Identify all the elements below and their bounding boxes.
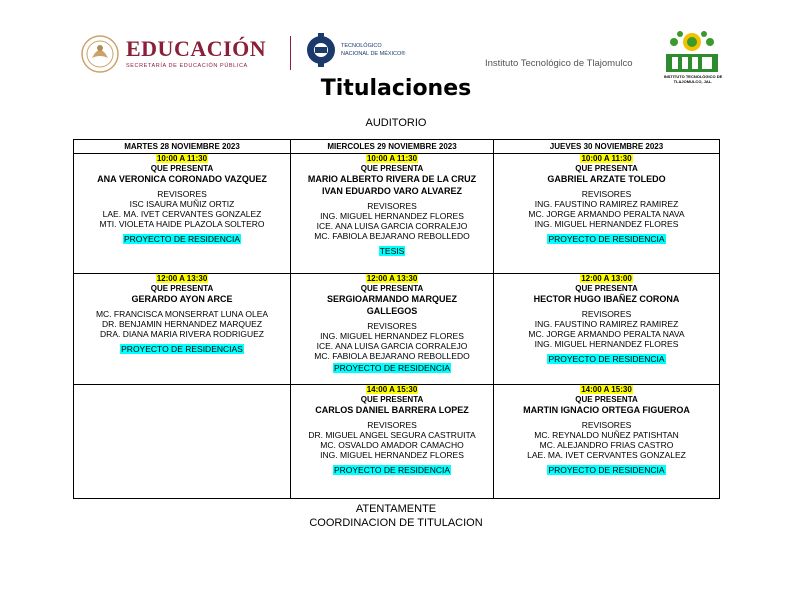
presenter-name: CARLOS DANIEL BARRERA LOPEZ xyxy=(315,405,469,415)
presenter-name: GABRIEL ARZATE TOLEDO xyxy=(547,174,666,184)
reviewer: ICE. ANA LUISA GARCIA CORRALEJO xyxy=(316,341,468,351)
day-header: MARTES 28 NOVIEMBRE 2023 xyxy=(74,140,291,154)
reviewer: ING. MIGUEL HERNANDEZ FLORES xyxy=(534,219,679,229)
reviewers-label: REVISORES xyxy=(367,420,417,430)
schedule-cell-empty xyxy=(74,385,291,499)
reviewer: MC. ALEJANDRO FRIAS CASTRO xyxy=(539,440,674,450)
presenter-name: HECTOR HUGO IBAÑEZ CORONA xyxy=(533,294,680,304)
time-badge: 12:00 A 13:30 xyxy=(156,274,208,283)
project-type-badge: PROYECTO DE RESIDENCIA xyxy=(333,363,451,373)
reviewers-label: REVISORES xyxy=(581,309,632,319)
day-header: JUEVES 30 NOVIEMBRE 2023 xyxy=(494,140,720,154)
project-type-badge: PROYECTO DE RESIDENCIA xyxy=(548,234,665,244)
exam-slot xyxy=(291,274,493,374)
reviewer: ING. FAUSTINO RAMIREZ RAMIREZ xyxy=(534,319,679,329)
reviewer: ING. MIGUEL HERNANDEZ FLORES xyxy=(320,450,464,460)
time-badge: 12:00 A 13:00 xyxy=(581,274,632,283)
itt-logo-caption: INSTITUTO TECNOLÓGICO DE TLAJOMULCO, JAL. xyxy=(663,74,723,84)
reviewer: MC. OSVALDO AMADOR CAMACHO xyxy=(320,440,464,450)
reviewers-label: REVISORES xyxy=(367,201,417,211)
exam-slot xyxy=(291,154,493,257)
presenter-label: QUE PRESENTA xyxy=(575,395,638,404)
schedule-row xyxy=(74,274,720,385)
reviewer: ING. MIGUEL HERNANDEZ FLORES xyxy=(534,339,679,349)
time-badge: 10:00 A 11:30 xyxy=(156,154,208,163)
reviewer: ING. FAUSTINO RAMIREZ RAMIREZ xyxy=(534,199,679,209)
presenter-name: GALLEGOS xyxy=(366,306,418,316)
reviewer: MC. FRANCISCA MONSERRAT LUNA OLEA xyxy=(95,309,269,319)
exam-slot xyxy=(494,274,719,365)
presenter-label: QUE PRESENTA xyxy=(150,284,214,293)
schedule-cell xyxy=(494,154,720,274)
reviewer: MC. FABIOLA BEJARANO REBOLLEDO xyxy=(314,351,470,361)
schedule-cell xyxy=(291,274,494,385)
tecnm-text xyxy=(341,42,405,58)
exam-slot xyxy=(74,154,290,245)
tecnm-logo xyxy=(305,30,425,74)
exam-slot xyxy=(74,274,290,355)
schedule-cell xyxy=(494,385,720,499)
logo-divider xyxy=(290,36,291,70)
institute-name: Instituto Tecnológico de Tlajomulco xyxy=(485,58,633,69)
presenter-label: QUE PRESENTA xyxy=(575,164,638,173)
reviewer: MTI. VIOLETA HAIDE PLAZOLA SOLTERO xyxy=(99,219,265,229)
page-title: Titulaciones xyxy=(320,76,472,101)
reviewers-label: REVISORES xyxy=(367,321,417,331)
signature-line: COORDINACION DE TITULACION xyxy=(309,517,483,529)
schedule-row xyxy=(74,154,720,274)
schedule-row xyxy=(74,385,720,499)
presenter-label: QUE PRESENTA xyxy=(150,164,214,173)
project-type-badge: PROYECTO DE RESIDENCIA xyxy=(548,465,665,475)
time-badge: 10:00 A 11:30 xyxy=(366,154,418,163)
presenter-name: SERGIOARMANDO MARQUEZ xyxy=(327,294,457,304)
reviewer: ING. MIGUEL HERNANDEZ FLORES xyxy=(320,211,464,221)
reviewer: LAE. MA. IVET CERVANTES GONZALEZ xyxy=(527,450,686,460)
project-type-badge: PROYECTO DE RESIDENCIAS xyxy=(121,344,243,354)
mexican-eagle-emblem-icon xyxy=(80,32,120,76)
project-type-badge: TESIS xyxy=(379,246,405,256)
reviewer: MC. JORGE ARMANDO PERALTA NAVA xyxy=(528,329,685,339)
presenter-name: IVAN EDUARDO VARO ALVAREZ xyxy=(321,186,462,196)
reviewers-label: REVISORES xyxy=(581,189,632,199)
reviewer: DRA. DIANA MARIA RIVERA RODRIGUEZ xyxy=(100,329,264,339)
tecnm-line-2: NACIONAL DE MÉXICO® xyxy=(341,51,406,57)
time-badge: 14:00 A 15:30 xyxy=(581,385,632,394)
project-type-badge: PROYECTO DE RESIDENCIA xyxy=(333,465,451,475)
reviewer: DR. BENJAMIN HERNANDEZ MARQUEZ xyxy=(101,319,263,329)
reviewer: DR. MIGUEL ANGEL SEGURA CASTRUITA xyxy=(308,430,476,440)
presenter-label: QUE PRESENTA xyxy=(360,284,424,293)
presenter-label: QUE PRESENTA xyxy=(360,164,424,173)
presenter-name: GERARDO AYON ARCE xyxy=(131,294,233,304)
tecnm-gear-icon xyxy=(305,30,337,70)
reviewer: ING. MIGUEL HERNANDEZ FLORES xyxy=(320,331,464,341)
day-header: MIERCOLES 29 NOVIEMBRE 2023 xyxy=(291,140,494,154)
exam-slot xyxy=(494,385,719,476)
reviewer: ICE. ANA LUISA GARCIA CORRALEJO xyxy=(316,221,468,231)
time-badge: 12:00 A 13:30 xyxy=(366,274,418,283)
schedule-cell xyxy=(74,154,291,274)
time-badge: 10:00 A 11:30 xyxy=(581,154,632,163)
schedule-cell xyxy=(74,274,291,385)
reviewers-label: REVISORES xyxy=(157,189,207,199)
sep-logo-title: EDUCACIÓN xyxy=(126,36,267,61)
presenter-name: ANA VERONICA CORONADO VAZQUEZ xyxy=(97,174,267,184)
day-header-row xyxy=(74,140,720,154)
reviewer: MC. REYNALDO NUÑEZ PATISHTAN xyxy=(534,430,679,440)
reviewer: ISC ISAURA MUÑIZ ORTIZ xyxy=(129,199,235,209)
reviewer: LAE. MA. IVET CERVANTES GONZALEZ xyxy=(102,209,262,219)
exam-slot xyxy=(291,385,493,476)
presenter-label: QUE PRESENTA xyxy=(575,284,638,293)
presenter-name: MARTIN IGNACIO ORTEGA FIGUEROA xyxy=(523,405,690,415)
project-type-badge: PROYECTO DE RESIDENCIA xyxy=(123,234,241,244)
exam-slot xyxy=(494,154,719,245)
sep-logo xyxy=(80,32,280,76)
reviewer: MC. JORGE ARMANDO PERALTA NAVA xyxy=(528,209,685,219)
presenter-name: MARIO ALBERTO RIVERA DE LA CRUZ xyxy=(307,174,477,184)
closing-line: ATENTAMENTE xyxy=(355,503,437,515)
schedule-table xyxy=(73,139,720,499)
tecnm-line-1: TECNOLÓGICO xyxy=(341,43,382,49)
time-badge: 14:00 A 15:30 xyxy=(366,385,418,394)
reviewer: MC. FABIOLA BEJARANO REBOLLEDO xyxy=(314,231,470,241)
presenter-label: QUE PRESENTA xyxy=(360,395,424,404)
schedule-cell xyxy=(291,385,494,499)
reviewers-label: REVISORES xyxy=(581,420,632,430)
schedule-cell xyxy=(494,274,720,385)
schedule-cell xyxy=(291,154,494,274)
project-type-badge: PROYECTO DE RESIDENCIA xyxy=(548,354,665,364)
sep-logo-subtitle: SECRETARÍA DE EDUCACIÓN PÚBLICA xyxy=(126,63,248,69)
location-label: AUDITORIO xyxy=(365,117,427,129)
